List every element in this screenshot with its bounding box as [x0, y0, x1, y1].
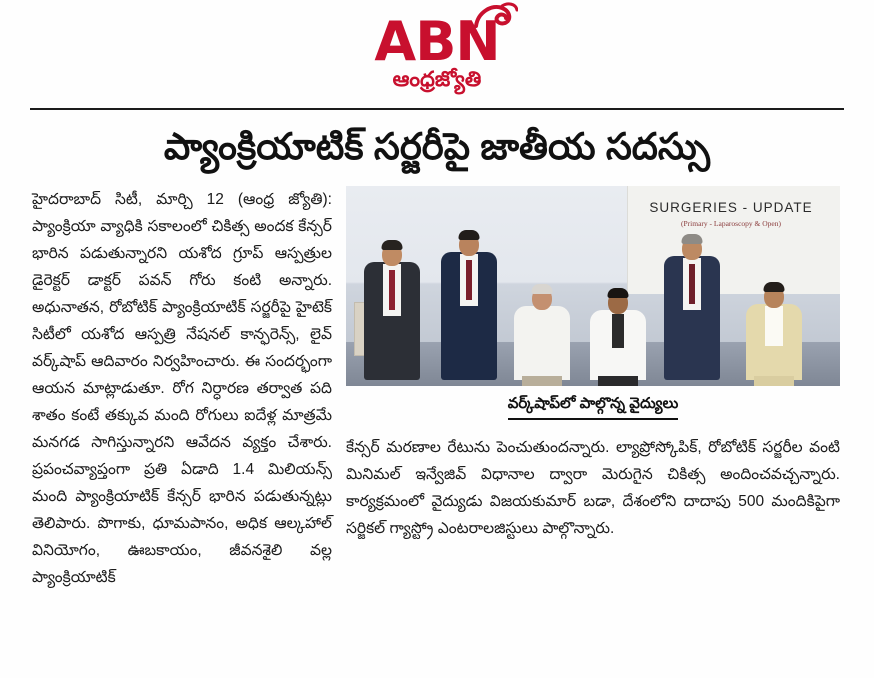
person-body — [590, 310, 646, 380]
person-4 — [590, 291, 646, 380]
abn-logo — [374, 10, 500, 92]
person-head — [682, 237, 702, 260]
person-tie — [612, 314, 624, 348]
photo-caption — [346, 395, 840, 426]
person-hair — [764, 282, 785, 292]
person-legs — [522, 376, 562, 386]
article-text-left: హైదరాబాద్ సిటీ, మార్చి 12 (ఆంధ్ర జ్యోతి): ప్యాంక్రియా వ్యాధికి సకాలంలో చికిత్స అందక కేన్సర్ భారిన పడుతున్నారని యశోద గ్రూప్ ఆస్పత్రుల డైరెక్టర్ డాక్టర్ పవన్ గోరు కంటి అన్నారు. అధునాతన, రోబోటిక్ ప్యాంక్రియాటిక్ సర్జరీపై హైటెక్ సిటీలో యశోద ఆస్పత్రి నేషనల్ కాన్ఫరెన్స్, లైవ్ వర్క్‌షాప్ ఆదివారం నిర్వహించారు. ఈ సందర్భంగా ఆయన మాట్లాడుతూ. రోగ నిర్ధారణ తర్వాత పది శాతం కంటే తక్కువ మంది రోగులు ఐదేళ్ల మాత్రమే మనగడ సాగిస్తున్నారని ఆవేదన వ్యక్తం చేశారు. ప్రపంచవ్యాప్తంగా ప్రతి ఏడాది 1.4 మిలియన్స్ మంది ప్యాంక్రియాటిక్ కేన్సర్ భారిన పడుతున్నట్లు తెలిపారు. పొగాకు, ధూమపానం, అధిక ఆల్కహాల్ వినియోగం, ఊబకాయం, జీవనశైలి వల్ల ప్యాంక్రియాటిక్ — [32, 191, 332, 586]
page-title: ప్యాంక్రియాటిక్ సర్జరీపై జాతీయ సదస్సు — [163, 126, 711, 167]
photo-caption-text: వర్క్‌షాప్‌లో పాల్గొన్న వైద్యులు — [508, 395, 679, 420]
article-body — [32, 186, 842, 591]
person-head — [382, 243, 402, 266]
article-text-right: కేన్సర్ మరణాల రేటును పెంచుతుందన్నారు. ల్యాప్రోస్కోపిక్, రోబోటిక్ సర్జరీల వంటి మినిమల్ ఇన్వేజివ్ విధానాల ద్వారా మెరుగైన చికిత్స అందించవచ్చన్నారు. కార్యక్రమంలో వైద్యుడు విజయకుమార్ బడా, దేశంలోని దాదాపు 500 మందికిపైగా సర్జికల్ గ్యాస్ట్రో ఎంటరాలజిస్టులు పాల్గొన్నారు. — [346, 439, 840, 537]
person-legs — [598, 376, 638, 386]
person-hair — [682, 234, 703, 244]
logo-subtitle: ఆంధ్రజ్యోతి — [392, 68, 482, 91]
person-hair — [532, 284, 553, 294]
person-shirt — [765, 306, 783, 346]
person-3 — [514, 287, 570, 380]
person-body — [441, 252, 497, 380]
person-hair — [608, 288, 629, 298]
header-divider — [30, 108, 844, 110]
person-tie — [466, 260, 472, 300]
person-tie — [689, 264, 695, 304]
screen-subtitle-text: (Primary - Laparoscopy & Open) — [681, 219, 781, 228]
logo-text: ABN — [374, 10, 500, 73]
masthead — [0, 0, 874, 92]
article-photo — [346, 186, 840, 386]
person-2 — [441, 233, 497, 380]
person-body — [364, 262, 420, 380]
article-column-left — [32, 186, 332, 591]
screen-title-text: SURGERIES - UPDATE — [649, 200, 813, 215]
person-body — [746, 304, 802, 380]
person-legs — [754, 376, 794, 386]
photo-block — [346, 186, 840, 591]
person-5 — [664, 237, 720, 380]
person-body — [514, 306, 570, 380]
presentation-screen — [627, 186, 840, 294]
article-column-right — [346, 434, 840, 542]
person-head — [459, 233, 479, 256]
person-body — [664, 256, 720, 380]
person-tie — [389, 270, 395, 310]
person-hair — [382, 240, 403, 250]
person-6 — [746, 285, 802, 380]
person-head — [532, 287, 552, 310]
person-1 — [364, 243, 420, 380]
person-head — [764, 285, 784, 308]
person-head — [608, 291, 628, 314]
swirl-icon — [472, 0, 518, 34]
person-hair — [459, 230, 480, 240]
